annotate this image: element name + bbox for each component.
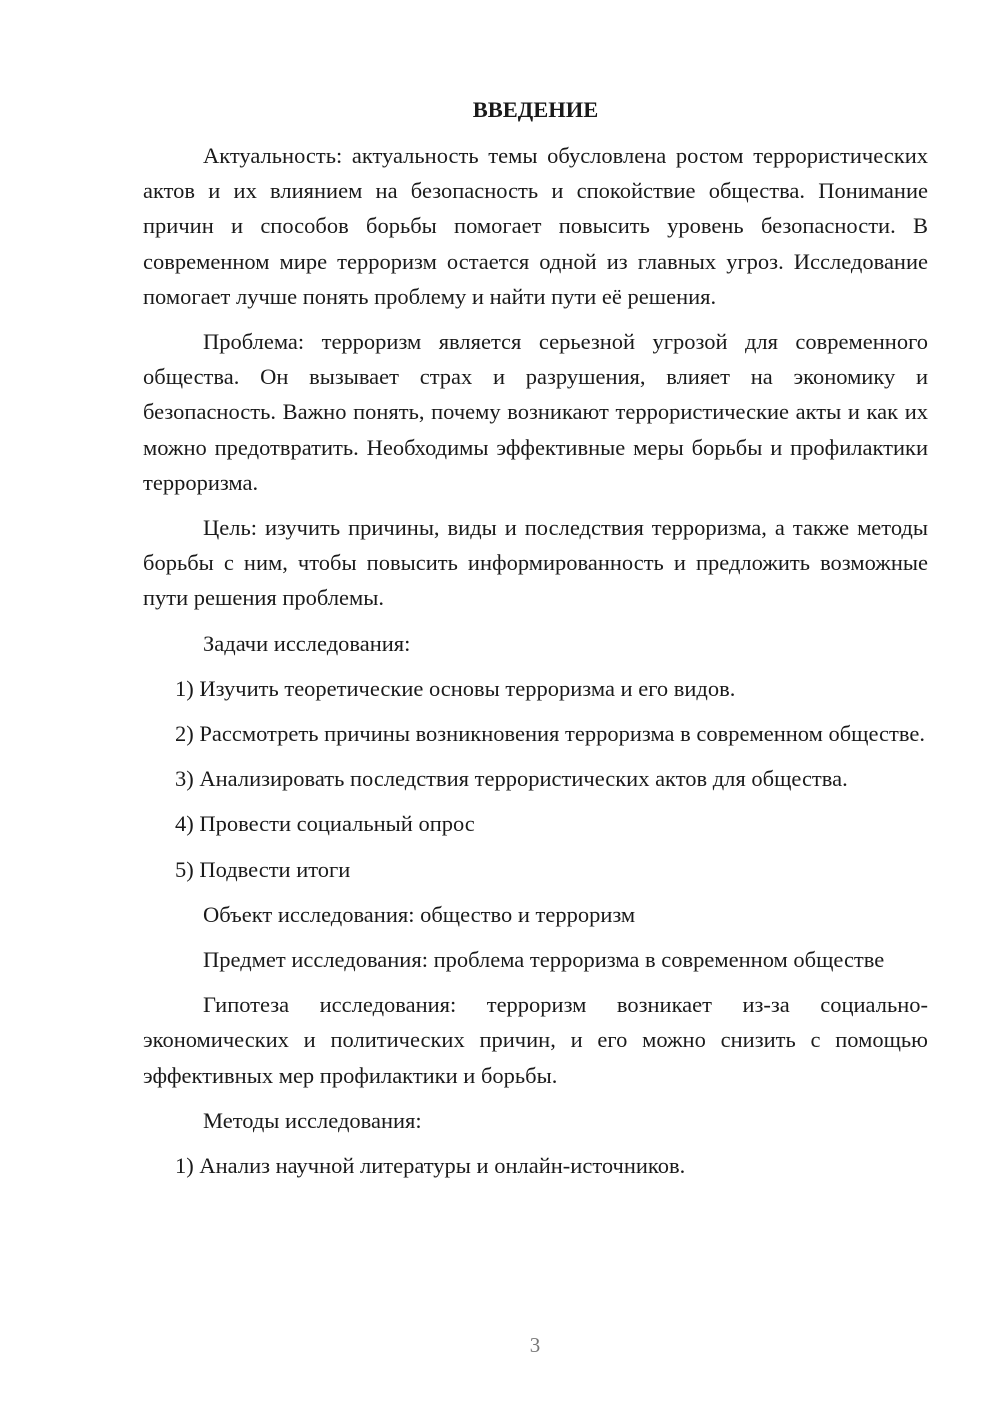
task-item-4: 4) Провести социальный опрос	[175, 811, 475, 837]
methods-heading: Методы исследования:	[203, 1107, 422, 1133]
task-item-5: 5) Подвести итоги	[175, 856, 351, 882]
task-item-2: 2) Рассмотреть причины возникновения терроризма в современном обществе.	[175, 721, 925, 747]
hypothesis-paragraph: Гипотеза исследования: терроризм возникает из-за социально-экономических и политических причин, и его можно снизить с помощью эффективных мер профилактики и борьбы.	[143, 992, 928, 1088]
subject-paragraph: Предмет исследования: проблема терроризма в современном обществе	[203, 947, 885, 973]
goal-paragraph: Цель: изучить причины, виды и последствия терроризма, а также методы борьбы с ним, чтобы повысить информированность и предложить возможные пути решения проблемы.	[143, 515, 928, 611]
method-item-1: 1) Анализ научной литературы и онлайн-источников.	[175, 1153, 686, 1179]
tasks-heading: Задачи исследования:	[203, 630, 411, 656]
page-title: ВВЕДЕНИЕ	[472, 97, 599, 122]
object-paragraph: Объект исследования: общество и терроризм	[203, 901, 636, 927]
document-page	[143, 92, 928, 1193]
problem-paragraph: Проблема: терроризм является серьезной угрозой для современного общества. Он вызывает страх и разрушения, влияет на экономику и безопасность. Важно понять, почему возникают террористические акты и как их можно предотвратить. Необходимы эффективные меры борьбы и профилактики терроризма.	[143, 329, 928, 495]
relevance-paragraph: Актуальность: актуальность темы обусловлена ростом террористических актов и их влиянием на безопасность и спокойствие общества. Понимание причин и способов борьбы помогает повысить уровень безопасности. В современном мире терроризм остается одной из главных угроз. Исследование помогает лучше понять проблему и найти пути её решения.	[143, 143, 928, 309]
task-item-1: 1) Изучить теоретические основы терроризма и его видов.	[175, 675, 736, 701]
task-item-3: 3) Анализировать последствия террористических актов для общества.	[175, 766, 848, 792]
page-number: 3	[529, 1333, 541, 1357]
